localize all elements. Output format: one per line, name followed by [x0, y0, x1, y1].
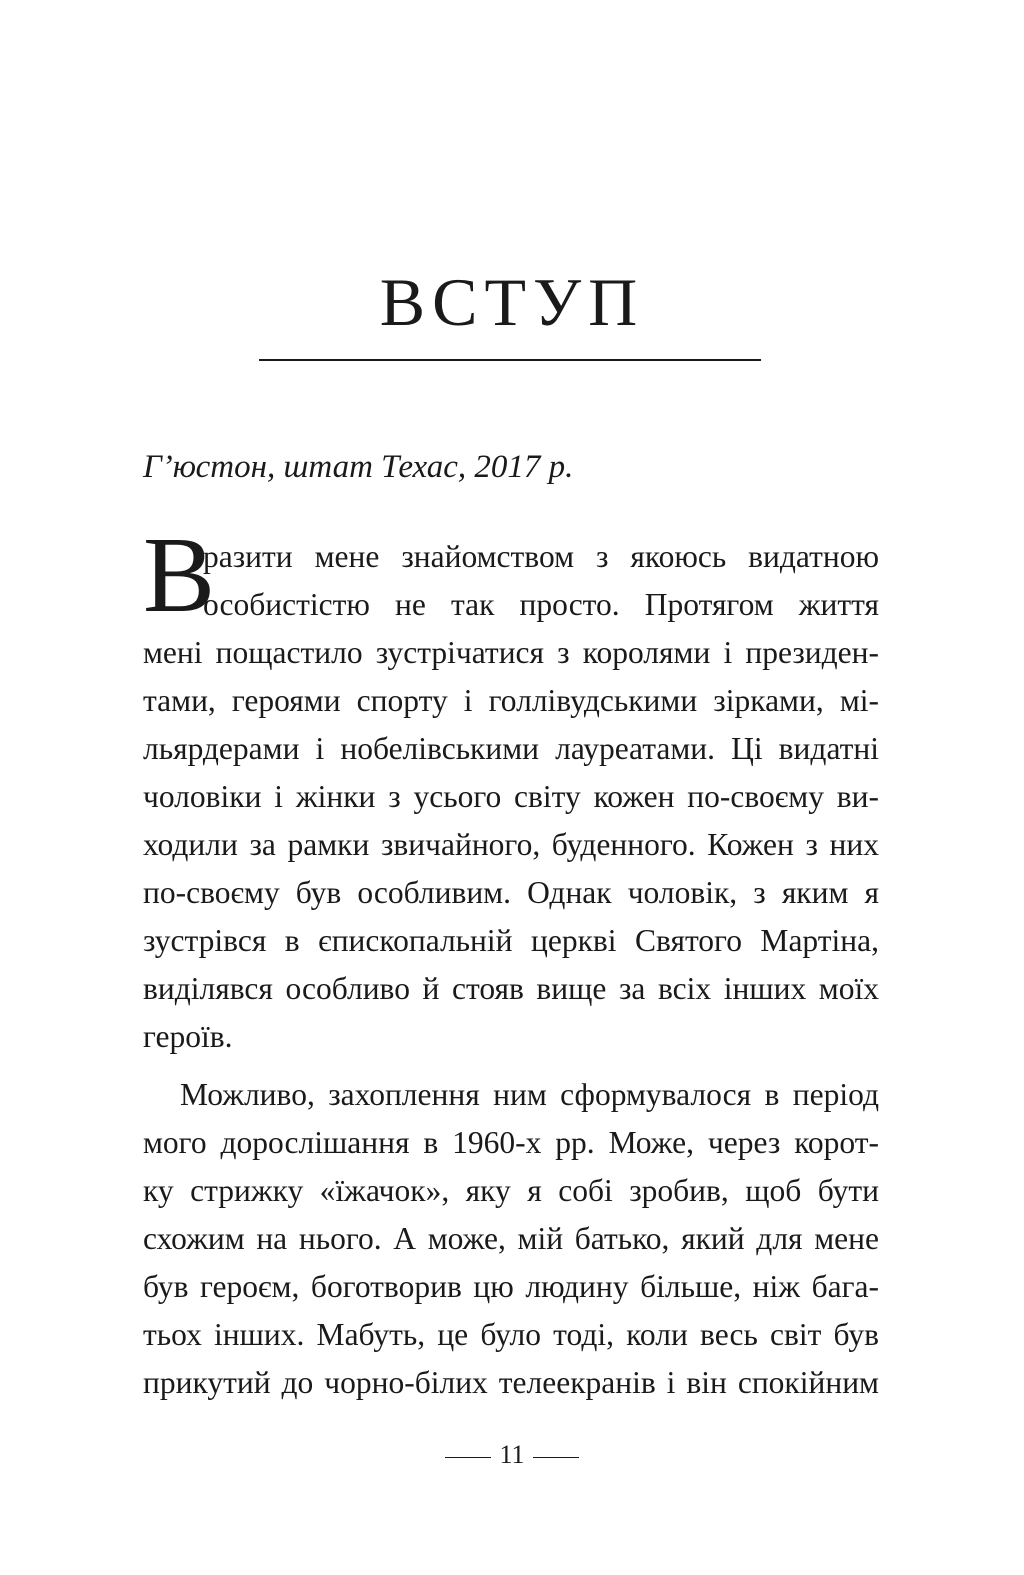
- text-line: мені пощастило зустрічатися з королями і президен-: [143, 635, 879, 670]
- chapter-title: ВСТУП: [379, 264, 645, 340]
- text-line: мого дорослішання в 1960-х рр. Може, через корот-: [143, 1125, 879, 1160]
- text-line: прикутий до чорно-білих телеекранів і він спокійним: [143, 1365, 879, 1400]
- text-line: ходили за рамки звичайного, буденного. Кожен з них: [143, 827, 879, 862]
- folio-dash-left: [445, 1457, 491, 1458]
- page-folio: [0, 1440, 1024, 1470]
- text-line: особистістю не так просто. Протягом життя: [203, 587, 879, 622]
- body-text: [143, 533, 879, 1407]
- text-line: по-своєму був особливим. Однак чоловік, з яким я: [143, 875, 879, 910]
- text-line: був героєм, боготворив цю людину більше, ніж бага-: [143, 1269, 879, 1304]
- drop-cap: В: [143, 516, 216, 635]
- paragraph-gap: [143, 1061, 879, 1071]
- text-line: тами, героями спорту і голлівудськими зірками, мі-: [143, 683, 879, 718]
- text-line: героїв.: [143, 1019, 233, 1054]
- page-number: 11: [499, 1440, 525, 1469]
- text-line: чоловіки і жінки з усього світу кожен по-своєму ви-: [143, 779, 879, 814]
- text-line: тьох інших. Мабуть, це було тоді, коли весь світ був: [143, 1317, 879, 1352]
- dateline: Г’юстон, штат Техас, 2017 р.: [143, 449, 574, 485]
- text-line: виділявся особливо й стояв вище за всіх інших моїх: [143, 971, 879, 1006]
- text-line: Можливо, захоплення ним сформувалося в період: [180, 1077, 879, 1112]
- text-line: ку стрижку «їжачок», яку я собі зробив, щоб бути: [143, 1173, 879, 1208]
- text-line: льярдерами і нобелівськими лауреатами. Ці видатні: [143, 731, 879, 766]
- title-rule: [259, 359, 761, 361]
- folio-dash-right: [533, 1457, 579, 1458]
- text-line: зустрівся в єпископальній церкві Святого Мартіна,: [143, 923, 879, 958]
- text-line: схожим на нього. А може, мій батько, який для мене: [143, 1221, 879, 1256]
- text-line: разити мене знайомством з якоюсь видатною: [203, 539, 879, 574]
